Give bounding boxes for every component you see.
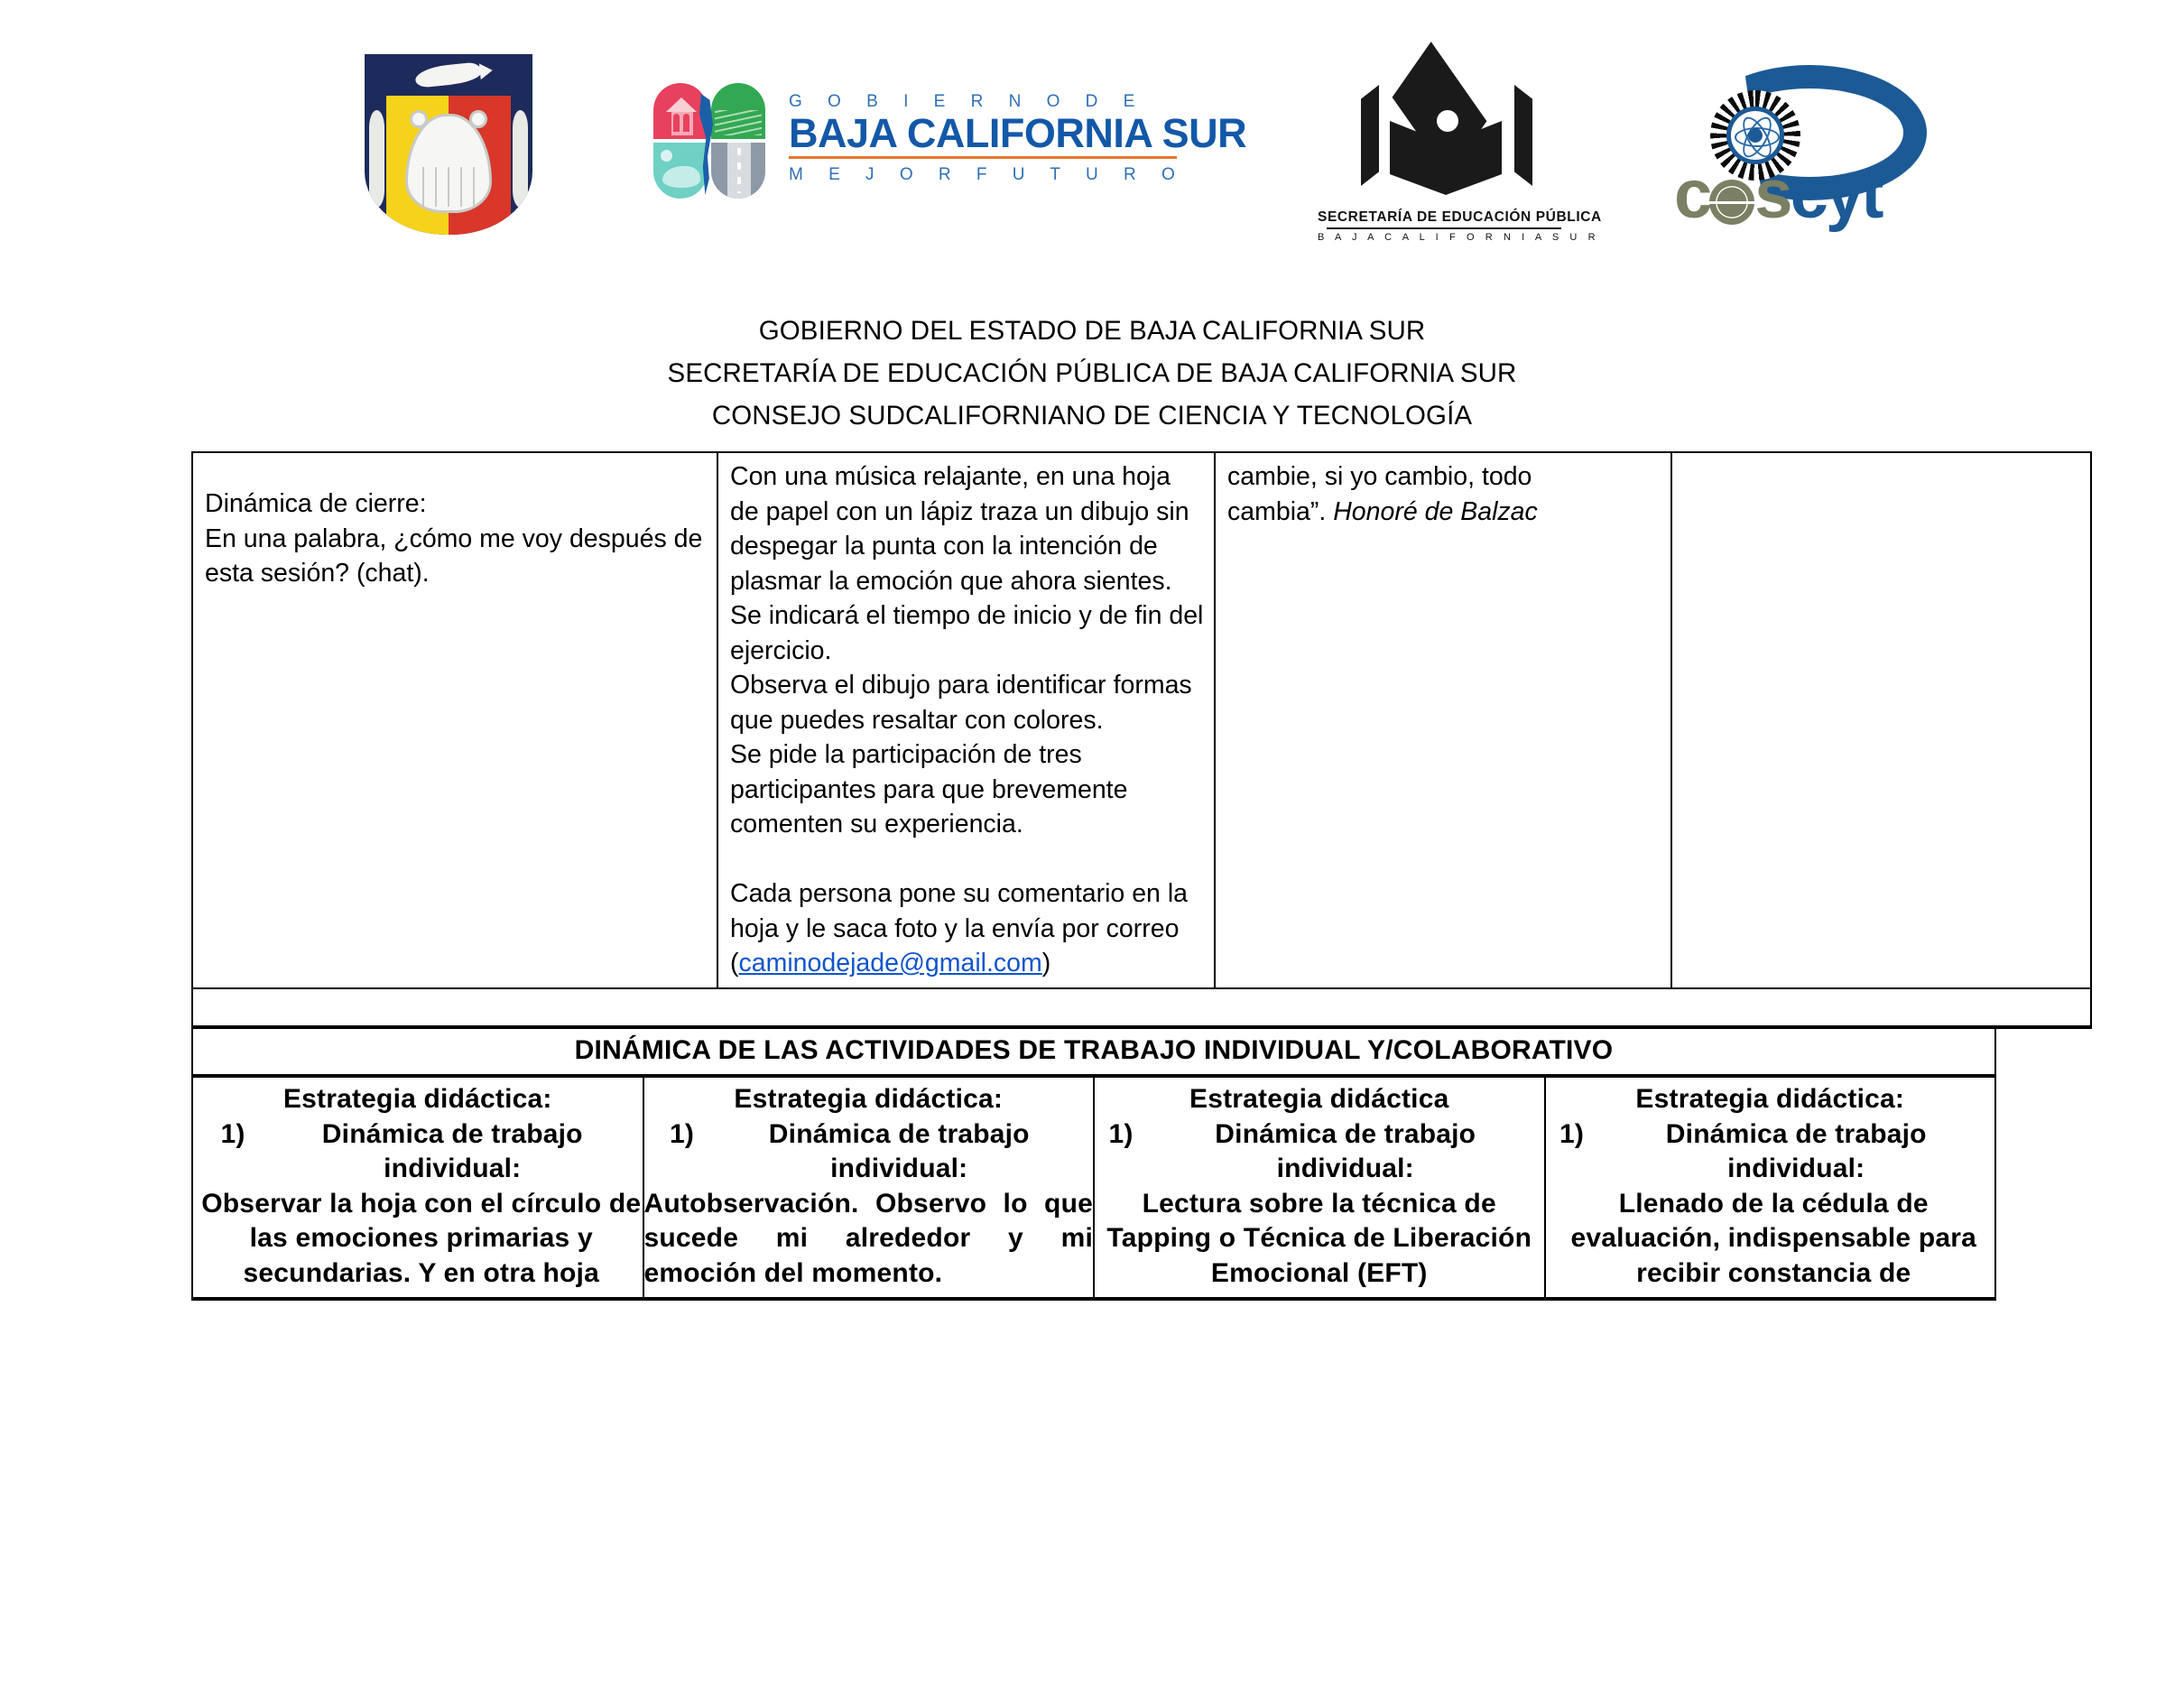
dinamica-cierre-text: En una palabra, ¿cómo me voy después de esta sesión? (chat).: [205, 524, 703, 588]
table-row: [192, 452, 2091, 988]
estrategia-3-item-number: 1): [1108, 1118, 1134, 1149]
estrategia-2-item-label-2: individual:: [830, 1154, 968, 1183]
bcs-logo-line3: M E J O R F U T U R O: [789, 165, 1186, 185]
estrategia-1-body: Observar la hoja con el círculo de las emociones primarias y secundarias. Y en otra hoja: [201, 1188, 642, 1288]
estrategia-1-item-label-2: individual:: [384, 1154, 522, 1183]
bcs-pill-housing-icon: [653, 83, 708, 139]
actividad-para-4-before: Cada persona pone su comentario en la hoja y le saca foto y la envía por correo (: [730, 879, 1189, 978]
document-header: [0, 310, 2184, 437]
sep-open-book-icon: [1361, 61, 1532, 206]
bcs-pills-emblem: [653, 83, 769, 200]
cell-actividad-descripcion: [717, 452, 1215, 988]
cell-dinamica-cierre: [192, 452, 717, 988]
sep-logo: [1318, 54, 1602, 253]
estrategia-4-body: Llenado de la cédula de evaluación, indispensable para recibir constancia de: [1570, 1188, 1976, 1288]
spacer-cell: [192, 988, 2091, 1027]
cell-cita-balzac: [1215, 452, 1671, 988]
gobierno-bcs-logo: [653, 54, 1247, 235]
sep-logo-line1: SECRETARÍA DE EDUCACIÓN PÚBLICA: [1318, 209, 1602, 225]
escudo-bcs-logo: [365, 54, 532, 235]
quote-author: Honoré de Balzac: [1333, 496, 1538, 526]
header-line-secretaria: SECRETARÍA DE EDUCACIÓN PÚBLICA DE BAJA CALIFORNIA SUR: [667, 358, 1517, 388]
escudo-fish-top-icon: [414, 61, 483, 88]
bcs-logo-line2: BAJA CALIFORNIA SUR: [789, 110, 1247, 156]
estrategia-1-item-number: 1): [220, 1118, 245, 1149]
estrategia-4-item-label-2: individual:: [1727, 1154, 1865, 1183]
actividad-para-4-after: ): [1041, 949, 1051, 978]
bcs-pill-agriculture-icon: [711, 83, 765, 139]
estrategia-3-item-label-1: Dinámica de trabajo: [1215, 1118, 1476, 1149]
estrategia-4-item-label-1: Dinámica de trabajo: [1665, 1118, 1927, 1149]
coscyt-wordmark: [1674, 156, 1945, 233]
activities-table-continued: [191, 451, 2092, 1029]
actividad-para-3: Se pide la participación de tres participantes para que brevemente comenten su experiencia.: [730, 740, 1128, 839]
estrategia-2-body: Autobservación. Observo lo que sucede mi alrededor y mi emoción del momento.: [643, 1188, 1093, 1288]
estrategia-3-item-label-2: individual:: [1276, 1154, 1414, 1183]
coscyt-globe-icon: [1709, 180, 1754, 225]
bcs-pill-tourism-icon: [653, 143, 708, 199]
table-row: [192, 1076, 1995, 1299]
cell-estrategia-3: [1094, 1076, 1545, 1299]
cell-empty-top-right: [1671, 452, 2091, 988]
section-banner-title: DINÁMICA DE LAS ACTIVIDADES DE TRABAJO INDIVIDUAL Y/COLABORATIVO: [192, 1027, 1995, 1077]
header-line-government: GOBIERNO DEL ESTADO DE BAJA CALIFORNIA SUR: [758, 316, 1426, 346]
dinamica-cierre-title: Dinámica de cierre:: [205, 489, 427, 518]
activities-dynamics-table: [191, 1025, 1996, 1302]
cell-estrategia-1: [192, 1076, 643, 1299]
quote-close: cambia”.: [1227, 496, 1327, 526]
sep-logo-rule: [1327, 227, 1561, 229]
escudo-fish-right-icon: [513, 110, 528, 208]
coscyt-word-cyt: cyt: [1790, 156, 1882, 233]
coscyt-logo: [1674, 54, 1945, 235]
banner-row: [192, 1027, 1995, 1077]
quote-line-1: cambie, si yo cambio, todo: [1227, 462, 1532, 491]
actividad-para-2: Observa el dibujo para identificar formas que puedes resaltar con colores.: [730, 671, 1192, 735]
estrategia-2-heading: Estrategia didáctica:: [734, 1084, 1004, 1114]
bcs-logo-text: [789, 92, 1247, 185]
coscyt-word-s: s: [1754, 156, 1791, 233]
sep-logo-line2: B A J A C A L I F O R N I A S U R: [1318, 232, 1600, 243]
bcs-logo-rule: [789, 156, 1177, 159]
email-link-caminodejade[interactable]: caminodejade@gmail.com: [738, 949, 1042, 978]
logo-band: [0, 54, 2184, 262]
estrategia-1-list-item: [193, 1117, 643, 1153]
estrategia-1-item-label-1: Dinámica de trabajo: [321, 1118, 583, 1149]
escudo-shield-shape: [365, 54, 532, 235]
estrategia-4-item-number: 1): [1559, 1118, 1585, 1149]
coscyt-word-c: c: [1674, 156, 1710, 233]
estrategia-2-list-item: [644, 1117, 1094, 1153]
estrategia-3-body: Lectura sobre la técnica de Tapping o Técnica de Liberación Emocional (EFT): [1106, 1188, 1532, 1288]
bcs-logo-line1: G O B I E R N O D E: [789, 92, 1145, 111]
document-tables: [191, 451, 1996, 1301]
cell-estrategia-4: [1545, 1076, 1996, 1299]
table-spacer-row: [192, 988, 2091, 1027]
estrategia-4-list-item: [1546, 1117, 1995, 1153]
escudo-fish-left-icon: [369, 110, 384, 208]
estrategia-1-heading: Estrategia didáctica:: [282, 1084, 552, 1114]
estrategia-3-heading: Estrategia didáctica: [1189, 1084, 1449, 1114]
cell-estrategia-2: [643, 1076, 1095, 1299]
estrategia-2-item-label-1: Dinámica de trabajo: [768, 1118, 1030, 1149]
bcs-pill-road-icon: [711, 143, 765, 199]
header-line-consejo: CONSEJO SUDCALIFORNIANO DE CIENCIA Y TECNOLOGÍA: [711, 401, 1473, 431]
quote-line-2: [1227, 495, 1661, 530]
actividad-para-4: [730, 876, 1204, 981]
estrategia-3-list-item: [1095, 1117, 1544, 1153]
estrategia-4-heading: Estrategia didáctica:: [1635, 1084, 1905, 1114]
estrategia-2-item-number: 1): [669, 1118, 695, 1149]
actividad-para-1: Con una música relajante, en una hoja de papel con un lápiz traza un dibujo sin despegar la punta con la intención de plasmar la emoción que ahora sientes. Se indicará el tiempo de inicio y de fin del ejercicio.: [730, 462, 1204, 665]
